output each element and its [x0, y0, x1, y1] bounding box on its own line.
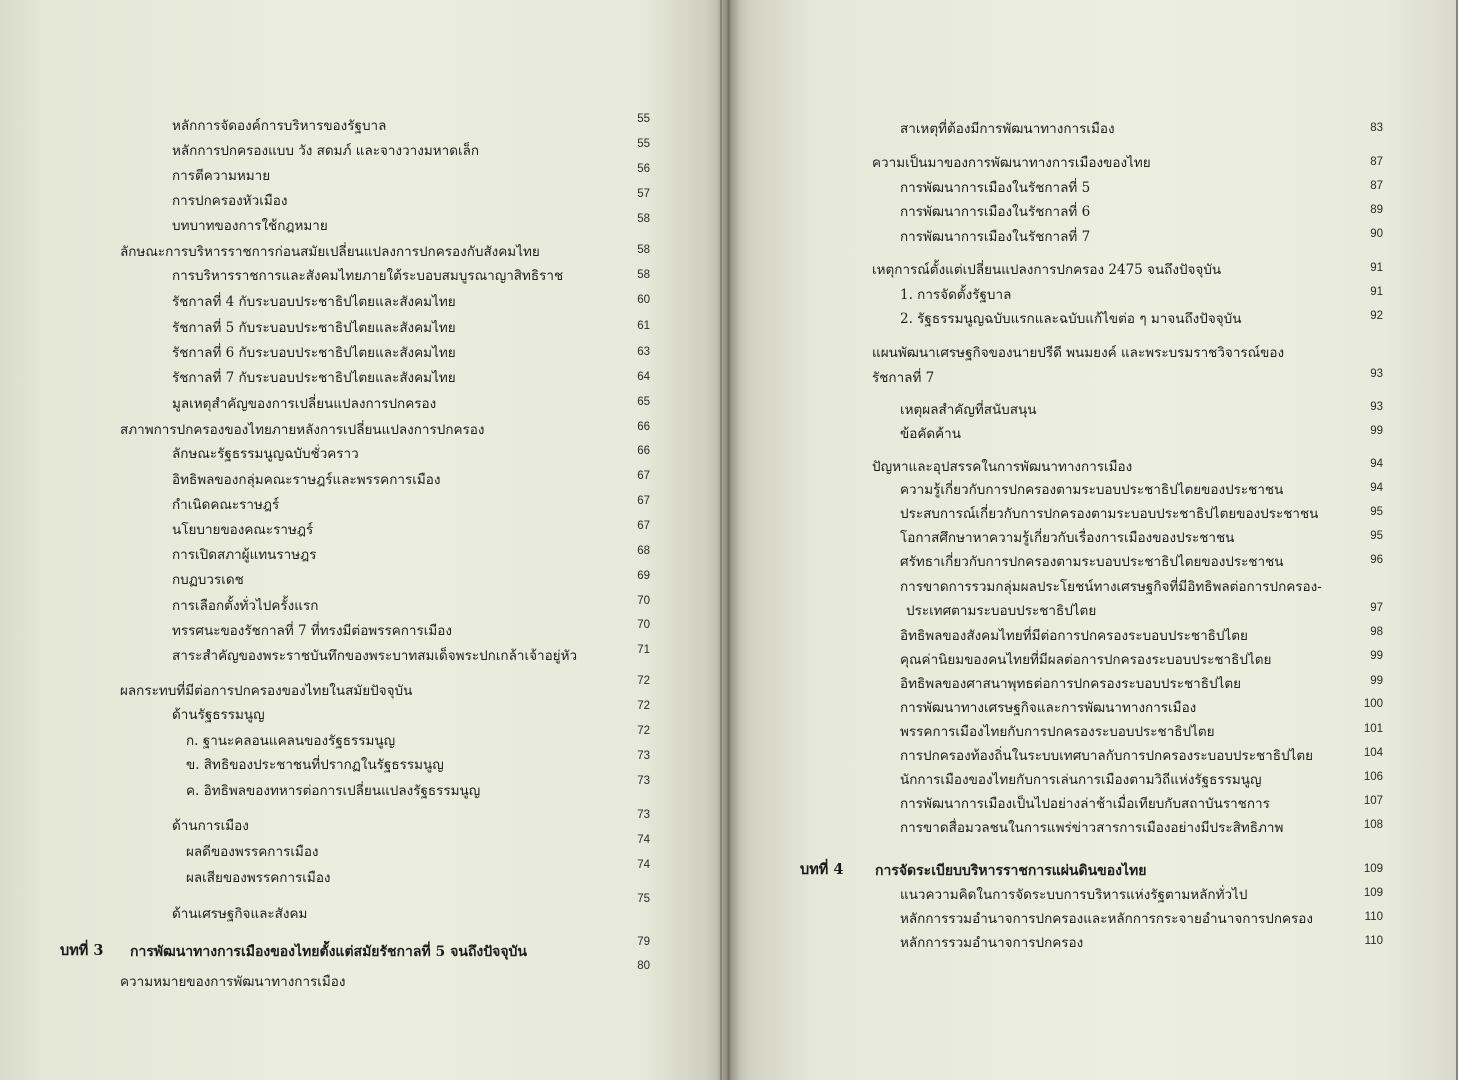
toc-entry-title: รัชกาลที่ 5 กับระบอบประชาธิปไตยและสังคมไทย: [172, 320, 456, 336]
toc-page-number: 79: [637, 936, 650, 948]
toc-entry-title: ลักษณะการบริหารราชการก่อนสมัยเปลี่ยนแปลงการปกครองกับสังคมไทย: [120, 244, 540, 260]
toc-entry-title: การพัฒนาการเมืองในรัชกาลที่ 5: [900, 180, 1091, 196]
toc-page-number: 80: [637, 960, 650, 972]
toc-entry-title: อิทธิพลของกลุ่มคณะราษฎร์และพรรคการเมือง: [172, 472, 441, 488]
toc-page-number: 87: [1370, 156, 1383, 168]
toc-page-number: 65: [637, 396, 650, 408]
toc-page-number: 94: [1370, 458, 1383, 470]
toc-entry-title: การพัฒนาการเมืองเป็นไปอย่างล่าช้าเมื่อเทียบกับสถาบันราชการ: [900, 796, 1270, 812]
toc-entry-title: การเปิดสภาผู้แทนราษฎร: [172, 547, 317, 563]
toc-entry-title: สภาพการปกครองของไทยภายหลังการเปลี่ยนแปลงการปกครอง: [120, 422, 485, 438]
toc-entry-title: การปกครองหัวเมือง: [172, 193, 288, 209]
toc-entry-title: โอกาสศึกษาหาความรู้เกี่ยวกับเรื่องการเมืองของประชาชน: [900, 530, 1235, 546]
toc-page-number: 92: [1370, 310, 1383, 322]
toc-entry-title: ผลดีของพรรคการเมือง: [186, 844, 319, 860]
chapter-title: การจัดระเบียบบริหารราชการแผ่นดินของไทย: [875, 863, 1147, 879]
toc-entry-title: ข้อคัดค้าน: [900, 426, 961, 442]
toc-page-number: 110: [1364, 935, 1383, 947]
toc-entry-title: รัชกาลที่ 6 กับระบอบประชาธิปไตยและสังคมไทย: [172, 345, 456, 361]
toc-entry-title: ด้านรัฐธรรมนูญ: [172, 707, 265, 723]
chapter-label: บทที่ 3: [60, 942, 104, 959]
toc-page-number: 72: [637, 700, 650, 712]
toc-entry-title: สาเหตุที่ต้องมีการพัฒนาทางการเมือง: [900, 121, 1115, 137]
right-page: [728, 0, 1456, 1080]
toc-page-number: 58: [637, 269, 650, 281]
toc-page-number: 87: [1370, 180, 1383, 192]
toc-page-number: 75: [637, 893, 650, 905]
toc-entry-title: ผลเสียของพรรคการเมือง: [186, 870, 331, 886]
toc-entry-title: เหตุการณ์ตั้งแต่เปลี่ยนแปลงการปกครอง 2475 จนถึงปัจจุบัน: [872, 262, 1222, 278]
toc-entry-title: ก. ฐานะคลอนแคลนของรัฐธรรมนูญ: [186, 733, 396, 749]
toc-entry-title: แผนพัฒนาเศรษฐกิจของนายปรีดี พนมยงค์ และพระบรมราชวิจารณ์ของ: [872, 345, 1285, 361]
toc-entry-title: บทบาทของการใช้กฎหมาย: [172, 218, 328, 234]
toc-entry-title: ความเป็นมาของการพัฒนาทางการเมืองของไทย: [872, 155, 1151, 171]
toc-entry-title: สาระสำคัญของพระราชบันทึกของพระบาทสมเด็จพระปกเกล้าเจ้าอยู่หัว: [172, 648, 578, 664]
toc-page-number: 58: [637, 213, 650, 225]
toc-entry-title: การปกครองท้องถิ่นในระบบเทศบาลกับการปกครองระบอบประชาธิปไตย: [900, 748, 1314, 764]
toc-entry-title: เหตุผลสำคัญที่สนับสนุน: [900, 402, 1037, 418]
toc-entry-title: ปัญหาและอุปสรรคในการพัฒนาทางการเมือง: [872, 459, 1133, 475]
toc-page-number: 98: [1370, 626, 1383, 638]
toc-page-number: 68: [637, 545, 650, 557]
toc-page-number: 90: [1370, 228, 1383, 240]
toc-page-number: 109: [1363, 887, 1383, 899]
toc-page-number: 93: [1370, 401, 1383, 413]
toc-page-number: 109: [1363, 863, 1383, 875]
toc-page-number: 66: [637, 421, 650, 433]
toc-entry-title: หลักการรวมอำนาจการปกครองและหลักการกระจายอำนาจการปกครอง: [900, 911, 1314, 927]
toc-page-number: 99: [1370, 650, 1383, 662]
chapter-title: การพัฒนาทางการเมืองของไทยตั้งแต่สมัยรัชกาลที่ 5 จนถึงปัจจุบัน: [130, 944, 528, 960]
toc-page-number: 91: [1370, 262, 1383, 274]
toc-page-number: 61: [637, 320, 650, 332]
toc-entry-title: การบริหารราชการและสังคมไทยภายใต้ระบอบสมบูรณาญาสิทธิราช: [172, 268, 564, 284]
toc-entry-title: อิทธิพลของสังคมไทยที่มีต่อการปกครองระบอบประชาธิปไตย: [900, 628, 1248, 644]
toc-page-number: 94: [1370, 482, 1383, 494]
toc-entry-title: นักการเมืองของไทยกับการเล่นการเมืองตามวิถีแห่งรัฐธรรมนูญ: [900, 772, 1262, 788]
toc-page-number: 55: [637, 138, 650, 150]
toc-entry-title: การพัฒนาทางเศรษฐกิจและการพัฒนาทางการเมือง: [900, 700, 1197, 716]
toc-entry-title: หลักการปกครองแบบ วัง สดมภ์ และจางวางมหาดเล็ก: [172, 143, 480, 159]
toc-entry-title: หลักการรวมอำนาจการปกครอง: [900, 935, 1084, 951]
toc-page-number: 72: [637, 725, 650, 737]
toc-entry-title: การขาดสื่อมวลชนในการแพร่ข่าวสารการเมืองอย่างมีประสิทธิภาพ: [900, 820, 1284, 836]
toc-page-number: 110: [1364, 911, 1383, 923]
toc-page-number: 73: [637, 775, 650, 787]
toc-page-number: 107: [1363, 795, 1383, 807]
book-spine: [720, 0, 722, 1080]
toc-entry-title: ความรู้เกี่ยวกับการปกครองตามระบอบประชาธิปไตยของประชาชน: [900, 482, 1284, 498]
toc-page-number: 63: [637, 346, 650, 358]
toc-entry-title: กบฏบวรเดช: [172, 572, 244, 588]
toc-page-number: 67: [637, 520, 650, 532]
toc-page-number: 95: [1370, 506, 1383, 518]
toc-page-number: 55: [637, 113, 650, 125]
toc-page-number: 66: [637, 445, 650, 457]
toc-page-number: 69: [637, 570, 650, 582]
toc-entry-title: การพัฒนาการเมืองในรัชกาลที่ 7: [900, 229, 1091, 245]
toc-page-number: 83: [1370, 122, 1383, 134]
toc-page-number: 97: [1370, 602, 1383, 614]
toc-entry-title: หลักการจัดองค์การบริหารของรัฐบาล: [172, 118, 387, 134]
toc-page-number: 91: [1370, 286, 1383, 298]
toc-entry-title: ด้านการเมือง: [172, 818, 249, 834]
toc-page-number: 57: [637, 188, 650, 200]
toc-page-number: 73: [637, 809, 650, 821]
toc-entry-title: การเลือกตั้งทั่วไปครั้งแรก: [172, 598, 319, 614]
toc-page-number: 96: [1370, 554, 1383, 566]
toc-entry-title: พรรคการเมืองไทยกับการปกครองระบอบประชาธิปไตย: [900, 724, 1215, 740]
toc-page-number: 89: [1370, 204, 1383, 216]
toc-page-number: 64: [637, 371, 650, 383]
toc-entry-title: ค. อิทธิพลของทหารต่อการเปลี่ยนแปลงรัฐธรรมนูญ: [186, 783, 481, 799]
toc-entry-title: รัชกาลที่ 7: [872, 370, 935, 386]
toc-page-number: 71: [637, 644, 650, 656]
toc-entry-title: กำเนิดคณะราษฎร์: [172, 497, 280, 513]
toc-page-number: 99: [1370, 675, 1383, 687]
toc-entry-title: รัชกาลที่ 4 กับระบอบประชาธิปไตยและสังคมไทย: [172, 294, 456, 310]
toc-entry-title: การพัฒนาการเมืองในรัชกาลที่ 6: [900, 204, 1091, 220]
toc-page-number: 74: [637, 859, 650, 871]
toc-entry-title: นโยบายของคณะราษฎร์: [172, 522, 314, 538]
toc-entry-title: ความหมายของการพัฒนาทางการเมือง: [120, 974, 346, 990]
toc-page-number: 56: [637, 163, 650, 175]
toc-entry-title: ผลกระทบที่มีต่อการปกครองของไทยในสมัยปัจจุบัน: [120, 683, 413, 699]
toc-entry-title: ศรัทธาเกี่ยวกับการปกครองตามระบอบประชาธิปไตยของประชาชน: [900, 554, 1284, 570]
toc-page-number: 101: [1363, 723, 1383, 735]
toc-page-number: 73: [637, 750, 650, 762]
toc-entry-title: การขาดการรวมกลุ่มผลประโยชน์ทางเศรษฐกิจที่มีอิทธิพลต่อการปกครอง-: [900, 579, 1322, 595]
toc-entry-title: ประเทศตามระบอบประชาธิปไตย: [906, 603, 1097, 619]
toc-entry-title: การตีความหมาย: [172, 168, 271, 184]
toc-entry-title: ลักษณะรัฐธรรมนูญฉบับชั่วคราว: [172, 446, 359, 462]
toc-entry-title: 1. การจัดตั้งรัฐบาล: [900, 287, 1012, 303]
toc-page-number: 108: [1363, 819, 1383, 831]
toc-page-number: 70: [637, 619, 650, 631]
toc-entry-title: รัชกาลที่ 7 กับระบอบประชาธิปไตยและสังคมไทย: [172, 370, 456, 386]
toc-entry-title: 2. รัฐธรรมนูญฉบับแรกและฉบับแก้ไขต่อ ๆ มาจนถึงปัจจุบัน: [900, 311, 1242, 327]
toc-page-number: 100: [1363, 698, 1383, 710]
toc-page-number: 58: [637, 244, 650, 256]
toc-entry-title: อิทธิพลของศาสนาพุทธต่อการปกครองระบอบประชาธิปไตย: [900, 676, 1242, 692]
toc-page-number: 67: [637, 470, 650, 482]
toc-entry-title: คุณค่านิยมของคนไทยที่มีผลต่อการปกครองระบอบประชาธิปไตย: [900, 652, 1272, 668]
toc-page-number: 99: [1370, 425, 1383, 437]
chapter-label: บทที่ 4: [800, 861, 844, 878]
toc-page-number: 60: [637, 294, 650, 306]
toc-entry-title: ด้านเศรษฐกิจและสังคม: [172, 906, 308, 922]
toc-page-number: 95: [1370, 530, 1383, 542]
toc-entry-title: ข. สิทธิของประชาชนที่ปรากฏในรัฐธรรมนูญ: [186, 757, 444, 773]
toc-entry-title: แนวความคิดในการจัดระบบการบริหารแห่งรัฐตามหลักทั่วไป: [900, 887, 1248, 903]
toc-page-number: 67: [637, 495, 650, 507]
toc-page-number: 70: [637, 595, 650, 607]
toc-page-number: 74: [637, 834, 650, 846]
left-page: [0, 0, 728, 1080]
toc-entry-title: มูลเหตุสำคัญของการเปลี่ยนแปลงการปกครอง: [172, 396, 437, 412]
toc-entry-title: ทรรศนะของรัชกาลที่ 7 ที่ทรงมีต่อพรรคการเมือง: [172, 623, 452, 639]
toc-page-number: 106: [1363, 771, 1383, 783]
toc-page-number: 93: [1370, 368, 1383, 380]
toc-entry-title: ประสบการณ์เกี่ยวกับการปกครองตามระบอบประชาธิปไตยของประชาชน: [900, 506, 1319, 522]
toc-page-number: 72: [637, 675, 650, 687]
toc-page-number: 104: [1363, 747, 1383, 759]
